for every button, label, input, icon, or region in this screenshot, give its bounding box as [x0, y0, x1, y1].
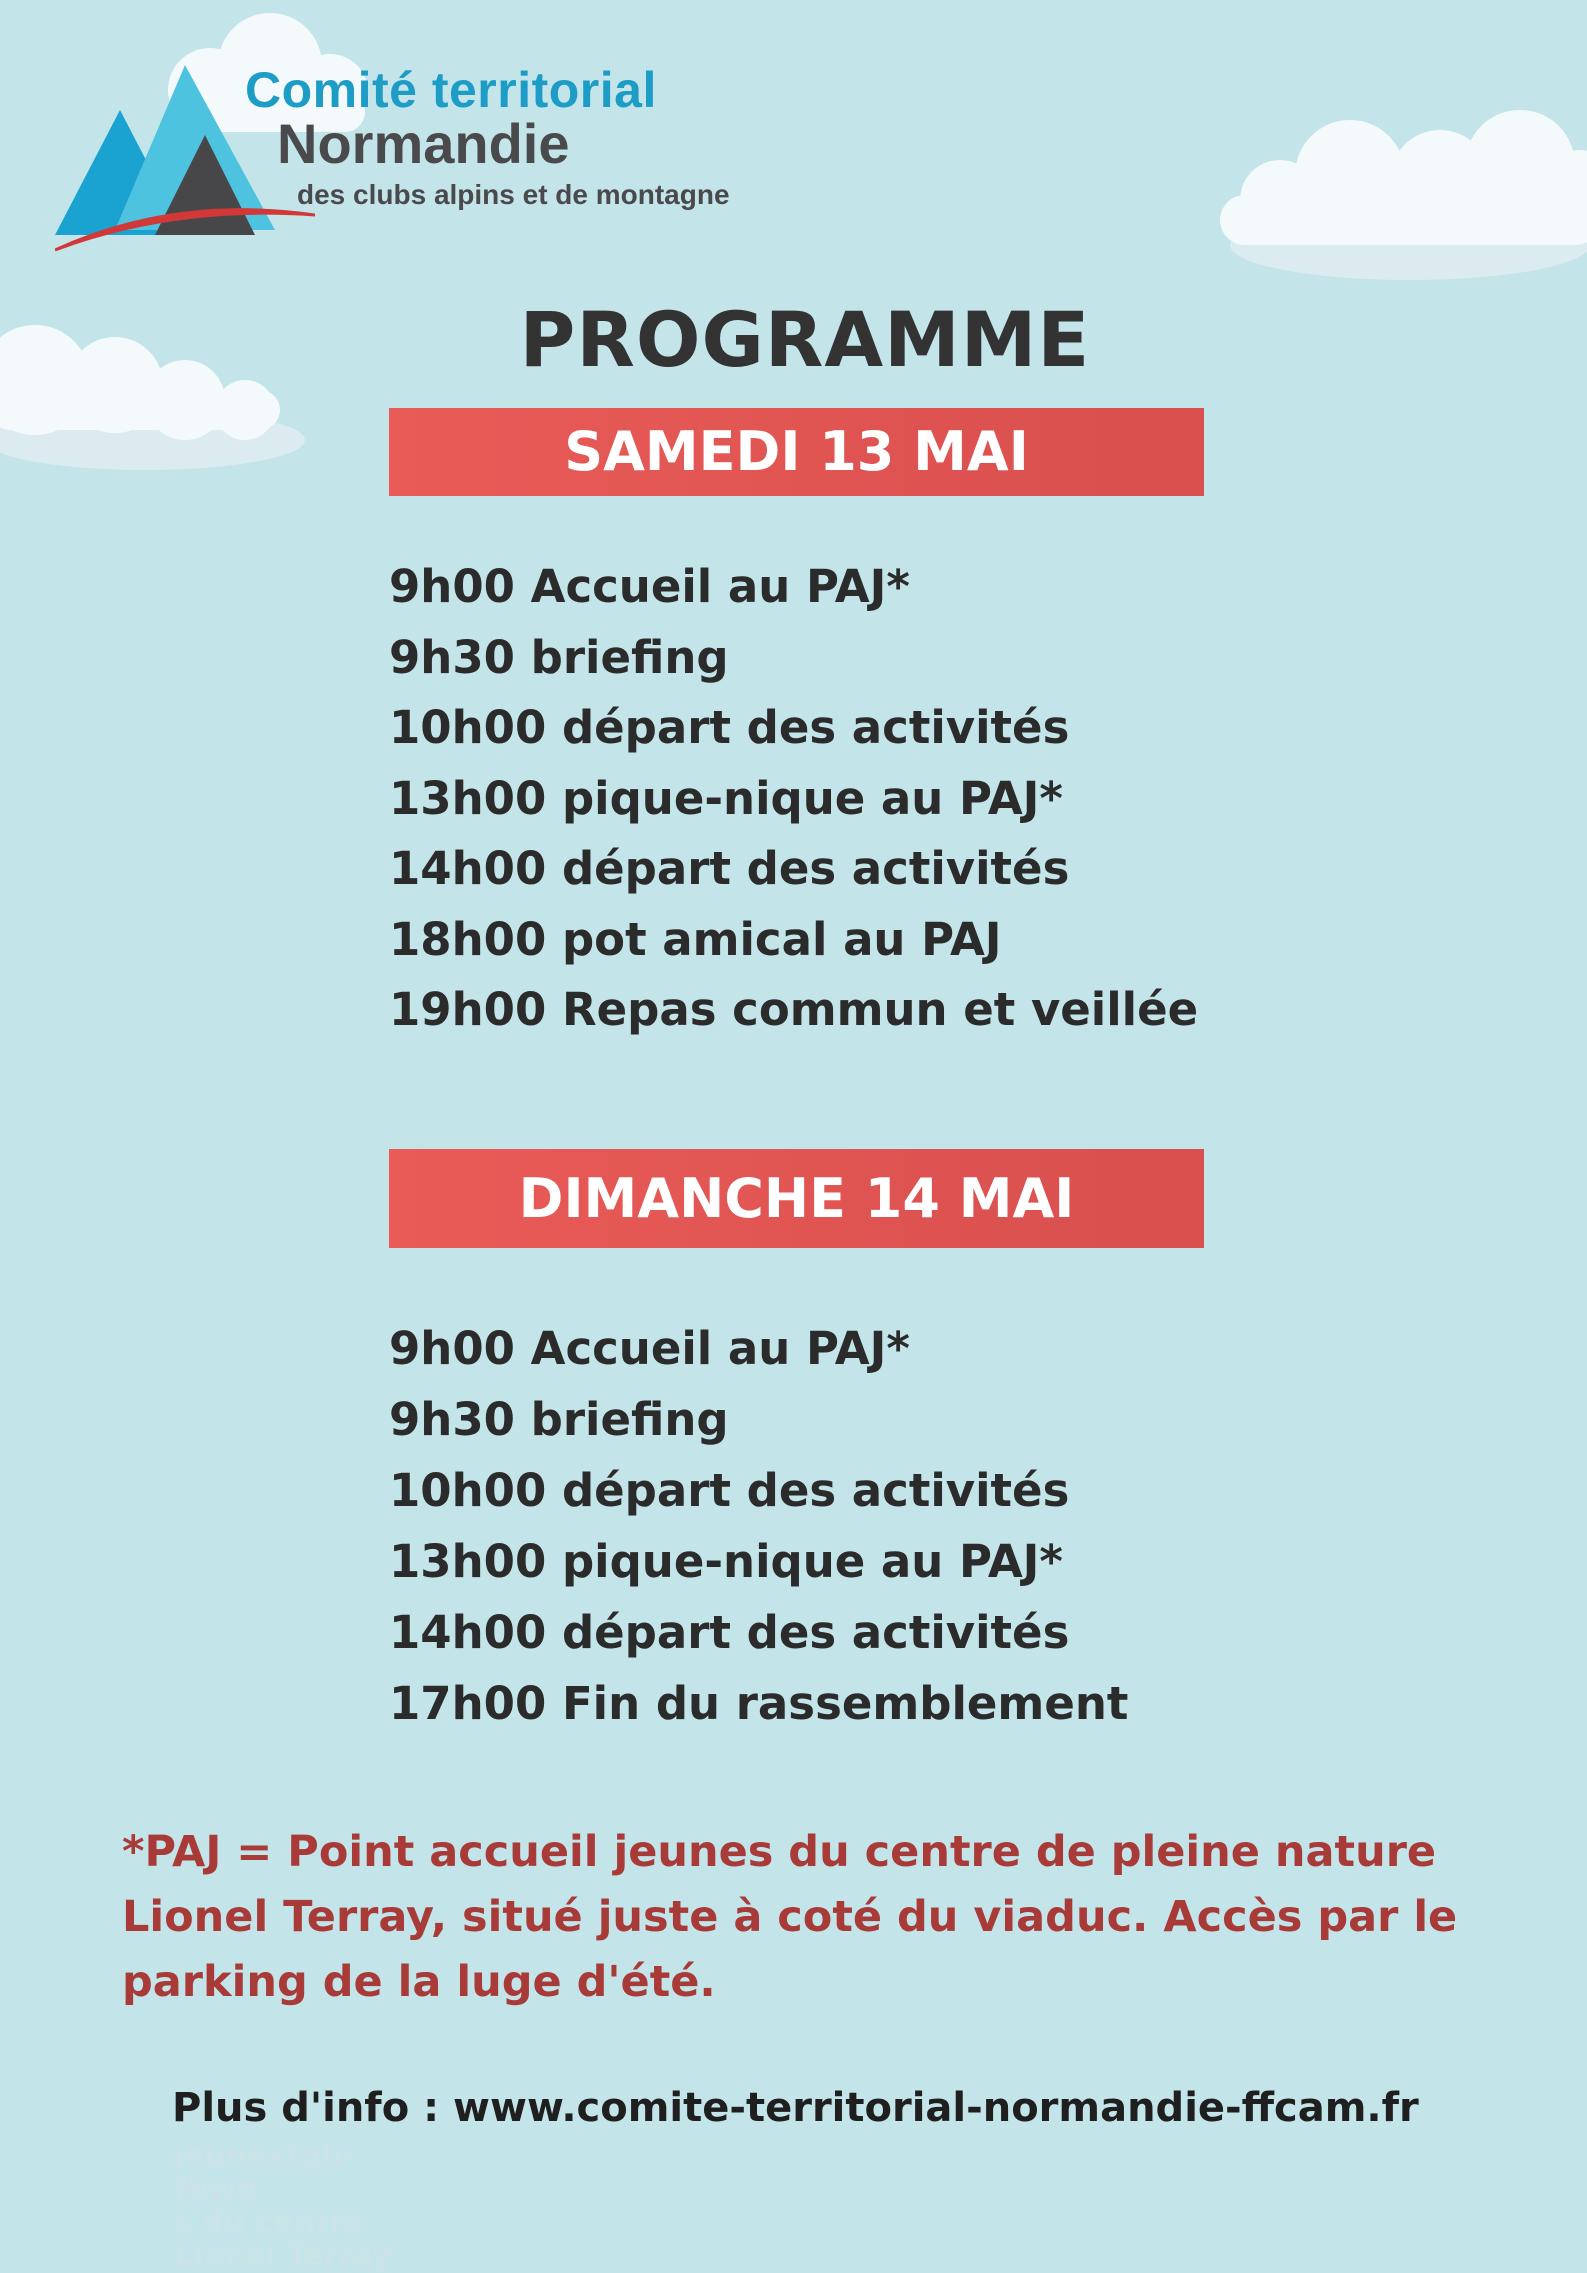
day-banner-sunday: DIMANCHE 14 MAI — [389, 1149, 1204, 1248]
schedule-saturday — [389, 562, 1198, 1056]
schedule-item: 9h30 briefing — [389, 1393, 729, 1446]
more-info-link[interactable]: Plus d'info : www.comite-territorial-normandie-ffcam.fr — [172, 2085, 1419, 2131]
schedule-item: 14h00 départ des activités — [389, 842, 1070, 895]
schedule-item: 10h00 départ des activités — [389, 1464, 1070, 1517]
schedule-item: 13h00 pique-nique au PAJ* — [389, 1535, 1063, 1588]
schedule-item: 9h00 Accueil au PAJ* — [389, 560, 910, 613]
schedule-item: 18h00 pot amical au PAJ — [389, 912, 1002, 966]
schedule-sunday — [389, 1324, 1128, 1750]
page-title: PROGRAMME — [519, 295, 1091, 384]
cloud-right — [1200, 80, 1587, 290]
paj-footnote: *PAJ = Point accueil jeunes du centre de pleine nature Lionel Terray, situé juste à coté du viaduc. Accès par le parking de la luge d'été. — [122, 1827, 1458, 2007]
schedule-item: 19h00 Repas commun et veillée — [389, 983, 1199, 1036]
ghost-text: jeunexfgb-fbwg s du centre Lionel Terray — [174, 2139, 392, 2273]
schedule-item: 10h00 départ des activités — [389, 701, 1070, 754]
club-logo — [55, 55, 775, 255]
logo-line-3: des clubs alpins et de montagne — [297, 179, 730, 210]
schedule-item: 9h00 Accueil au PAJ* — [389, 1322, 910, 1375]
schedule-item: 9h30 briefing — [389, 630, 729, 684]
schedule-item: 17h00 Fin du rassemblement — [389, 1677, 1129, 1730]
schedule-item: 14h00 départ des activités — [389, 1606, 1070, 1659]
logo-line-2: Normandie — [277, 112, 570, 175]
schedule-item: 13h00 pique-nique au PAJ* — [389, 771, 1063, 825]
logo-line-1: Comité territorial — [245, 62, 657, 118]
day-banner-saturday: SAMEDI 13 MAI — [389, 408, 1204, 496]
